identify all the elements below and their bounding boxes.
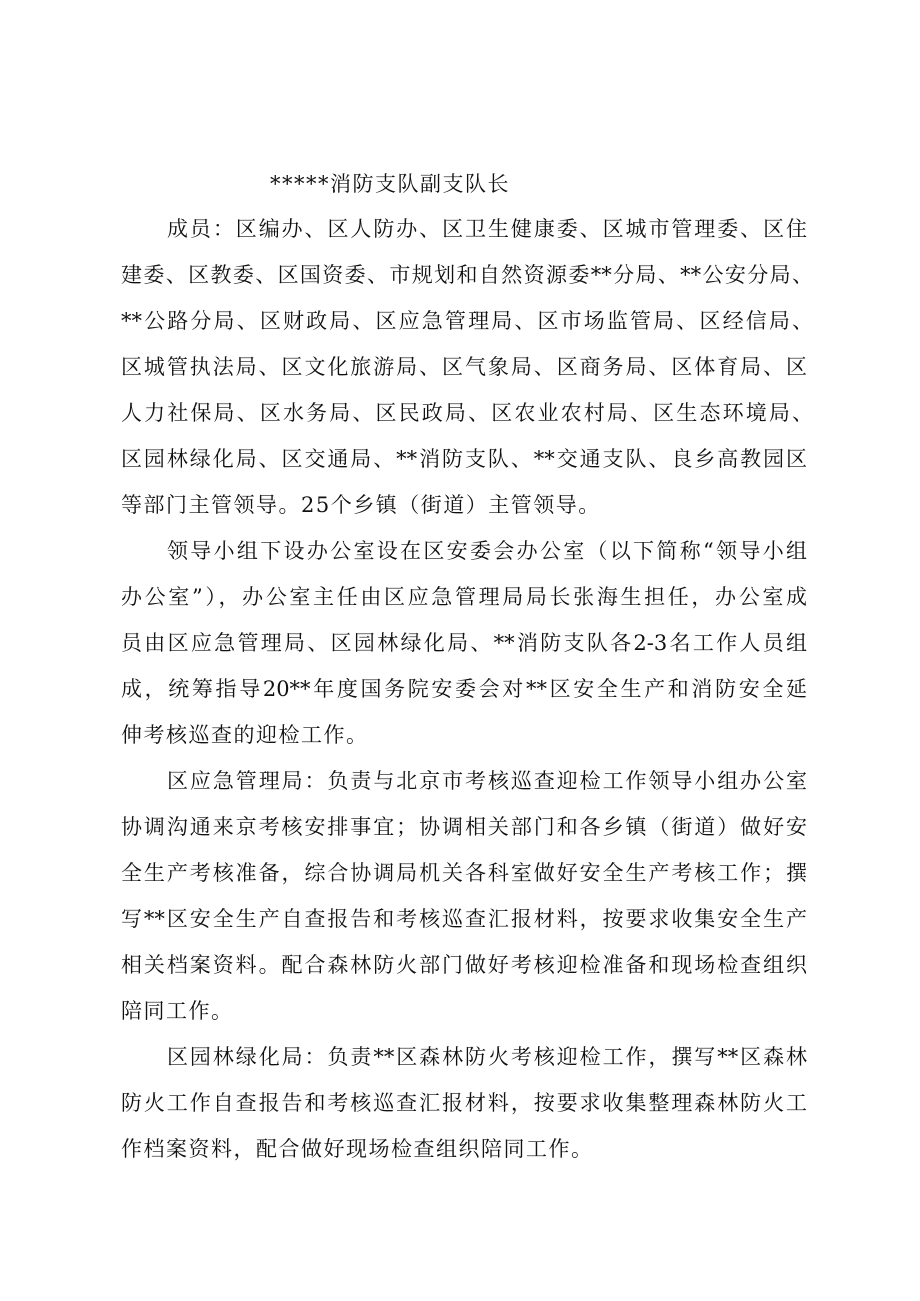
emergency-line-5: 相关档案资料。配合森林防火部门做好考核迎检准备和现场检查组织 xyxy=(121,953,807,977)
members-line-6: 区园林绿化局、区交通局、**消防支队、**交通支队、良乡高教园区 xyxy=(121,447,807,471)
emergency-line-4: 写**区安全生产自查报告和考核巡查汇报材料，按要求收集安全生产 xyxy=(121,907,807,931)
members-line-7: 等部门主管领导。25个乡镇（街道）主管领导。 xyxy=(121,493,601,517)
office-line-3: 员由区应急管理局、区园林绿化局、**消防支队各2-3名工作人员组 xyxy=(121,631,807,655)
emergency-line-6: 陪同工作。 xyxy=(121,999,234,1023)
members-line-5: 人力社保局、区水务局、区民政局、区农业农村局、区生态环境局、 xyxy=(121,401,813,425)
members-line-2: 建委、区教委、区国资委、市规划和自然资源委**分局、**公安分局、 xyxy=(121,263,813,287)
office-line-2: 办公室”），办公室主任由区应急管理局局长张海生担任，办公室成 xyxy=(121,585,807,609)
office-line-4: 成，统筹指导20**年度国务院安委会对**区安全生产和消防安全延 xyxy=(121,677,807,701)
office-line-1: 领导小组下设办公室设在区安委会办公室（以下简称“领导小组 xyxy=(167,539,807,563)
title-line: *****消防支队副支队长 xyxy=(270,172,510,196)
forestry-line-3: 作档案资料，配合做好现场检查组织陪同工作。 xyxy=(121,1137,594,1161)
members-line-3: **公路分局、区财政局、区应急管理局、区市场监管局、区经信局、 xyxy=(121,309,813,333)
office-line-5: 伸考核巡查的迎检工作。 xyxy=(121,723,369,747)
members-line-4: 区城管执法局、区文化旅游局、区气象局、区商务局、区体育局、区 xyxy=(121,355,807,379)
emergency-line-2: 协调沟通来京考核安排事宜；协调相关部门和各乡镇（街道）做好安 xyxy=(121,815,807,839)
emergency-line-1: 区应急管理局：负责与北京市考核巡查迎检工作领导小组办公室 xyxy=(167,769,807,793)
forestry-line-1: 区园林绿化局：负责**区森林防火考核迎检工作，撰写**区森林 xyxy=(167,1045,807,1069)
forestry-line-2: 防火工作自查报告和考核巡查汇报材料，按要求收集整理森林防火工 xyxy=(121,1091,807,1115)
members-line-1: 成员：区编办、区人防办、区卫生健康委、区城市管理委、区住 xyxy=(167,217,807,241)
emergency-line-3: 全生产考核准备，综合协调局机关各科室做好安全生产考核工作；撰 xyxy=(121,861,807,885)
